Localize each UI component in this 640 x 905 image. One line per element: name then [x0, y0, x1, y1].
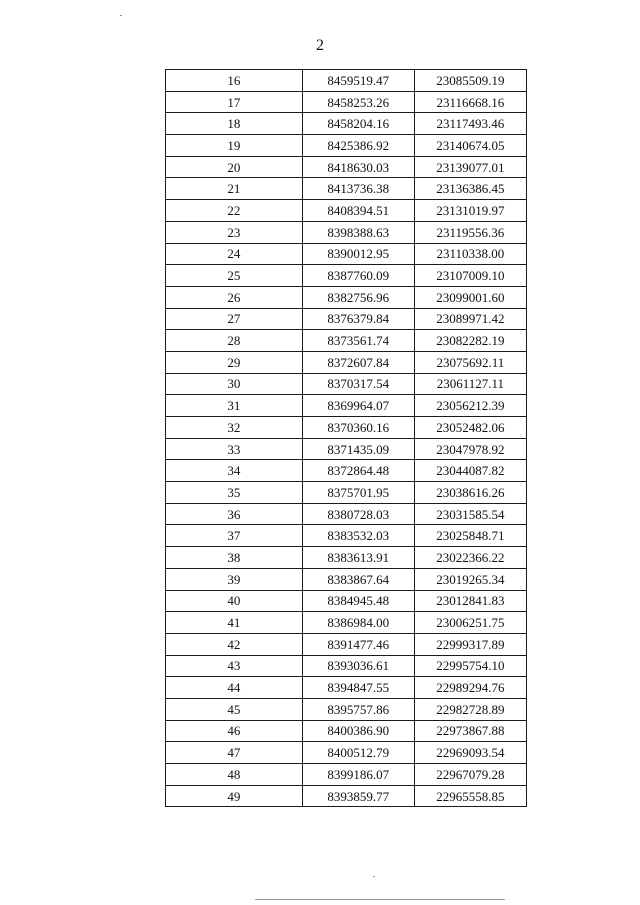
y-coordinate-cell: 23019265.34: [414, 568, 526, 590]
y-coordinate-cell: 23136386.45: [414, 178, 526, 200]
x-coordinate-cell: 8370317.54: [302, 373, 414, 395]
table-row: [166, 70, 527, 92]
y-coordinate-cell: 22989294.76: [414, 677, 526, 699]
y-coordinate-cell: 22982728.89: [414, 698, 526, 720]
point-number-cell: 37: [166, 525, 303, 547]
x-coordinate-cell: 8372607.84: [302, 351, 414, 373]
y-coordinate-cell: 23006251.75: [414, 612, 526, 634]
y-coordinate-cell: 23107009.10: [414, 265, 526, 287]
x-coordinate-cell: 8375701.95: [302, 482, 414, 504]
point-number-cell: 38: [166, 547, 303, 569]
point-number-cell: 34: [166, 460, 303, 482]
point-number-cell: 43: [166, 655, 303, 677]
y-coordinate-cell: 23140674.05: [414, 135, 526, 157]
table-row: [166, 373, 527, 395]
x-coordinate-cell: 8384945.48: [302, 590, 414, 612]
x-coordinate-cell: 8395757.86: [302, 698, 414, 720]
x-coordinate-cell: 8398388.63: [302, 221, 414, 243]
page-number: 2: [316, 37, 324, 54]
table-row: [166, 590, 527, 612]
table-row: [166, 677, 527, 699]
y-coordinate-cell: 22999317.89: [414, 633, 526, 655]
point-number-cell: 18: [166, 113, 303, 135]
point-number-cell: 23: [166, 221, 303, 243]
x-coordinate-cell: 8382756.96: [302, 286, 414, 308]
table-row: [166, 91, 527, 113]
table-row: [166, 698, 527, 720]
table-row: [166, 720, 527, 742]
x-coordinate-cell: 8399186.07: [302, 764, 414, 786]
y-coordinate-cell: 23052482.06: [414, 417, 526, 439]
table-row: [166, 460, 527, 482]
x-coordinate-cell: 8418630.03: [302, 156, 414, 178]
coordinates-table-body: [166, 70, 527, 807]
table-row: [166, 156, 527, 178]
point-number-cell: 28: [166, 330, 303, 352]
x-coordinate-cell: 8425386.92: [302, 135, 414, 157]
point-number-cell: 41: [166, 612, 303, 634]
y-coordinate-cell: 22973867.88: [414, 720, 526, 742]
point-number-cell: 20: [166, 156, 303, 178]
y-coordinate-cell: 23031585.54: [414, 503, 526, 525]
y-coordinate-cell: 23044087.82: [414, 460, 526, 482]
x-coordinate-cell: 8376379.84: [302, 308, 414, 330]
y-coordinate-cell: 23099001.60: [414, 286, 526, 308]
table-row: [166, 135, 527, 157]
point-number-cell: 24: [166, 243, 303, 265]
y-coordinate-cell: 23089971.42: [414, 308, 526, 330]
scan-artifact-dot: [120, 15, 122, 16]
point-number-cell: 19: [166, 135, 303, 157]
scan-artifact-bottom-line: [255, 899, 505, 900]
x-coordinate-cell: 8373561.74: [302, 330, 414, 352]
table-row: [166, 764, 527, 786]
x-coordinate-cell: 8400386.90: [302, 720, 414, 742]
table-row: [166, 785, 527, 807]
table-row: [166, 265, 527, 287]
y-coordinate-cell: 23075692.11: [414, 351, 526, 373]
point-number-cell: 16: [166, 70, 303, 92]
y-coordinate-cell: 23085509.19: [414, 70, 526, 92]
table-row: [166, 503, 527, 525]
table-row: [166, 525, 527, 547]
point-number-cell: 25: [166, 265, 303, 287]
y-coordinate-cell: 22969093.54: [414, 742, 526, 764]
point-number-cell: 31: [166, 395, 303, 417]
x-coordinate-cell: 8383867.64: [302, 568, 414, 590]
x-coordinate-cell: 8370360.16: [302, 417, 414, 439]
point-number-cell: 45: [166, 698, 303, 720]
point-number-cell: 26: [166, 286, 303, 308]
x-coordinate-cell: 8393036.61: [302, 655, 414, 677]
y-coordinate-cell: 23110338.00: [414, 243, 526, 265]
x-coordinate-cell: 8459519.47: [302, 70, 414, 92]
y-coordinate-cell: 23022366.22: [414, 547, 526, 569]
y-coordinate-cell: 23038616.26: [414, 482, 526, 504]
x-coordinate-cell: 8387760.09: [302, 265, 414, 287]
y-coordinate-cell: 23117493.46: [414, 113, 526, 135]
point-number-cell: 42: [166, 633, 303, 655]
table-row: [166, 612, 527, 634]
x-coordinate-cell: 8371435.09: [302, 438, 414, 460]
x-coordinate-cell: 8408394.51: [302, 200, 414, 222]
point-number-cell: 30: [166, 373, 303, 395]
y-coordinate-cell: 23082282.19: [414, 330, 526, 352]
table-row: [166, 742, 527, 764]
y-coordinate-cell: 23116668.16: [414, 91, 526, 113]
table-row: [166, 417, 527, 439]
y-coordinate-cell: 23047978.92: [414, 438, 526, 460]
y-coordinate-cell: 22995754.10: [414, 655, 526, 677]
table-row: [166, 547, 527, 569]
x-coordinate-cell: 8413736.38: [302, 178, 414, 200]
x-coordinate-cell: 8394847.55: [302, 677, 414, 699]
point-number-cell: 49: [166, 785, 303, 807]
y-coordinate-cell: 23139077.01: [414, 156, 526, 178]
point-number-cell: 22: [166, 200, 303, 222]
table-row: [166, 655, 527, 677]
x-coordinate-cell: 8380728.03: [302, 503, 414, 525]
y-coordinate-cell: 23012841.83: [414, 590, 526, 612]
y-coordinate-cell: 23025848.71: [414, 525, 526, 547]
x-coordinate-cell: 8386984.00: [302, 612, 414, 634]
y-coordinate-cell: 23119556.36: [414, 221, 526, 243]
point-number-cell: 33: [166, 438, 303, 460]
table-row: [166, 438, 527, 460]
point-number-cell: 17: [166, 91, 303, 113]
x-coordinate-cell: 8458204.16: [302, 113, 414, 135]
point-number-cell: 27: [166, 308, 303, 330]
point-number-cell: 40: [166, 590, 303, 612]
point-number-cell: 46: [166, 720, 303, 742]
y-coordinate-cell: 23061127.11: [414, 373, 526, 395]
table-row: [166, 633, 527, 655]
scan-artifact-dot: [373, 876, 375, 877]
table-row: [166, 286, 527, 308]
y-coordinate-cell: 22965558.85: [414, 785, 526, 807]
x-coordinate-cell: 8372864.48: [302, 460, 414, 482]
table-row: [166, 308, 527, 330]
x-coordinate-cell: 8369964.07: [302, 395, 414, 417]
x-coordinate-cell: 8458253.26: [302, 91, 414, 113]
table-row: [166, 568, 527, 590]
point-number-cell: 44: [166, 677, 303, 699]
point-number-cell: 39: [166, 568, 303, 590]
x-coordinate-cell: 8383613.91: [302, 547, 414, 569]
table-row: [166, 482, 527, 504]
x-coordinate-cell: 8393859.77: [302, 785, 414, 807]
point-number-cell: 32: [166, 417, 303, 439]
table-row: [166, 330, 527, 352]
table-row: [166, 113, 527, 135]
point-number-cell: 21: [166, 178, 303, 200]
point-number-cell: 36: [166, 503, 303, 525]
y-coordinate-cell: 22967079.28: [414, 764, 526, 786]
table-row: [166, 221, 527, 243]
point-number-cell: 48: [166, 764, 303, 786]
y-coordinate-cell: 23131019.97: [414, 200, 526, 222]
table-row: [166, 243, 527, 265]
x-coordinate-cell: 8383532.03: [302, 525, 414, 547]
table-row: [166, 178, 527, 200]
table-row: [166, 351, 527, 373]
point-number-cell: 35: [166, 482, 303, 504]
x-coordinate-cell: 8390012.95: [302, 243, 414, 265]
coordinates-table: [165, 69, 527, 807]
table-row: [166, 200, 527, 222]
y-coordinate-cell: 23056212.39: [414, 395, 526, 417]
x-coordinate-cell: 8400512.79: [302, 742, 414, 764]
point-number-cell: 29: [166, 351, 303, 373]
x-coordinate-cell: 8391477.46: [302, 633, 414, 655]
point-number-cell: 47: [166, 742, 303, 764]
table-row: [166, 395, 527, 417]
